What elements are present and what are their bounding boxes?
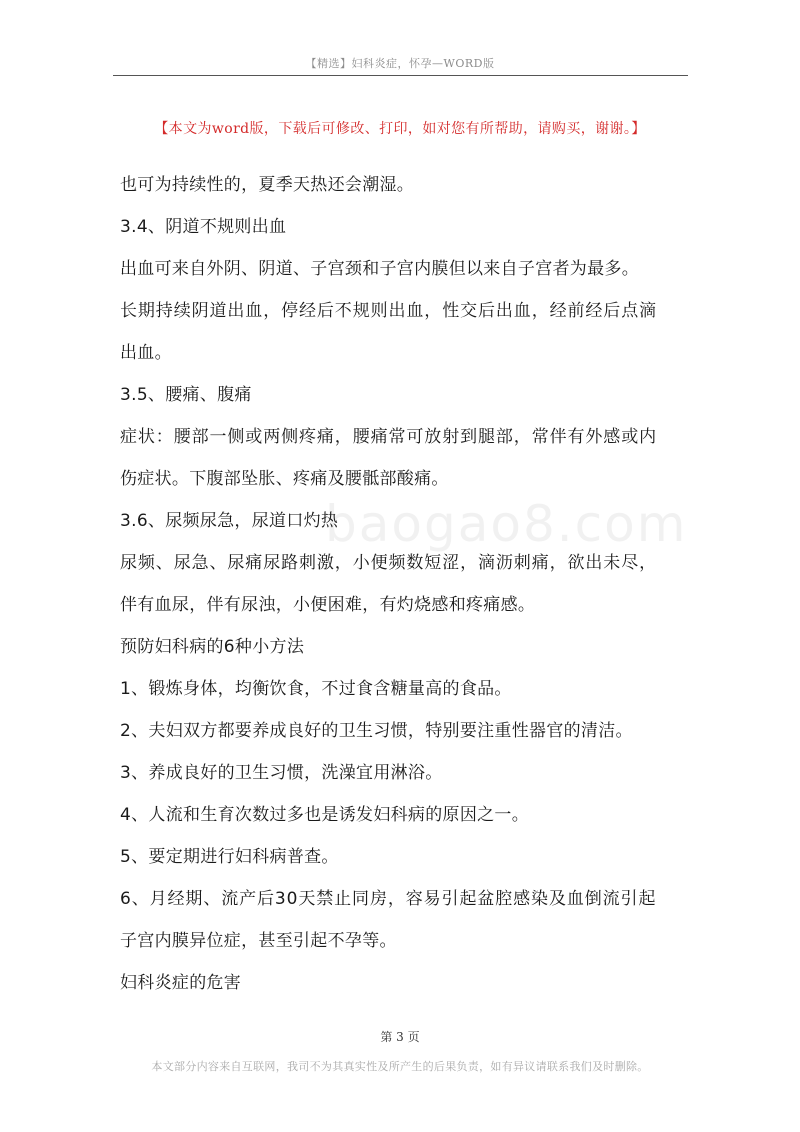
body-line: 症状：腰部一侧或两侧疼痛，腰痛常可放射到腿部，常伴有外感或内	[120, 427, 657, 447]
watermark: baogao8.com	[325, 495, 688, 553]
page-number: 第 3 页	[380, 1030, 420, 1044]
section-heading-3-4: 3.4、阴道不规则出血	[120, 217, 287, 237]
download-notice: 【本文为word版，下载后可修改、打印，如对您有所帮助，请购买，谢谢。】	[154, 121, 646, 137]
list-item: 6、月经期、流产后30天禁止同房，容易引起盆腔感染及血倒流引起	[120, 889, 657, 909]
header-title: 【精选】妇科炎症，怀孕—WORD版	[305, 57, 495, 70]
body-line: 也可为持续性的，夏季天热还会潮湿。	[120, 175, 415, 195]
body-line: 长期持续阴道出血，停经后不规则出血，性交后出血，经前经后点滴	[120, 301, 657, 321]
body-line: 伤症状。下腹部坠胀、疼痛及腰骶部酸痛。	[120, 469, 449, 489]
footer-disclaimer: 本文部分内容来自互联网，我司不为其真实性及所产生的后果负责，如有异议请联系我们及时删除。	[151, 1060, 649, 1073]
body-line: 尿频、尿急、尿痛尿路刺激，小便频数短涩，滴沥刺痛，欲出未尽，	[120, 553, 657, 573]
list-item: 1、锻炼身体，均衡饮食，不过食含糖量高的食品。	[120, 679, 512, 699]
document-body	[120, 164, 700, 1004]
section-heading-harm: 妇科炎症的危害	[120, 973, 242, 993]
list-item: 5、要定期进行妇科病普查。	[120, 847, 339, 867]
list-item-continuation: 子宫内膜异位症，甚至引起不孕等。	[120, 931, 397, 951]
body-line: 出血可来自外阴、阴道、子宫颈和子宫内膜但以来自子宫者为最多。	[120, 259, 639, 279]
list-item: 4、人流和生育次数过多也是诱发妇科病的原因之一。	[120, 805, 530, 825]
header-divider	[113, 75, 688, 76]
section-heading-3-6: 3.6、尿频尿急，尿道口灼热	[120, 511, 339, 531]
list-item: 2、夫妇双方都要养成良好的卫生习惯，特别要注重性器官的清洁。	[120, 721, 633, 741]
body-line: 出血。	[120, 343, 172, 363]
section-heading-prevention: 预防妇科病的6种小方法	[120, 637, 305, 657]
section-heading-3-5: 3.5、腰痛、腹痛	[120, 385, 252, 405]
body-line: 伴有血尿，伴有尿浊，小便困难，有灼烧感和疼痛感。	[120, 595, 536, 615]
list-item: 3、养成良好的卫生习惯，洗澡宜用淋浴。	[120, 763, 443, 783]
